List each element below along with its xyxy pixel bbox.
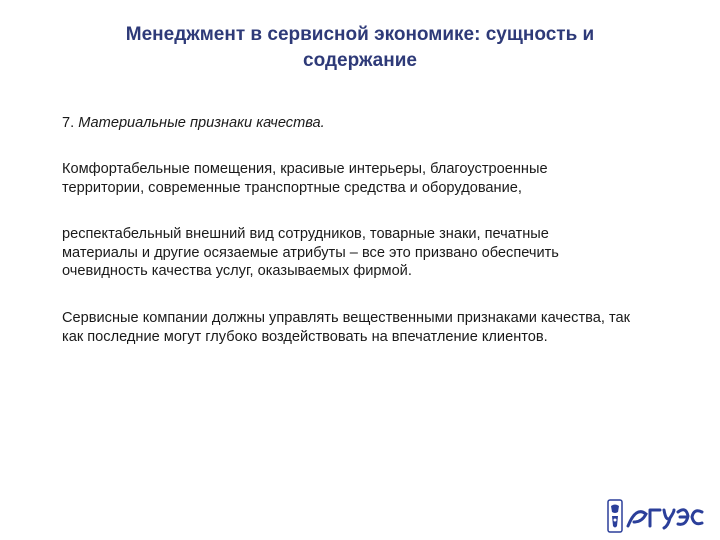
item-heading: Материальные признаки качества. [78,115,325,131]
paragraph-management: Сервисные компании должны управлять вещественными признаками качества, так как последние могут глубоко воздействовать на впечатление клиентов. [62,310,630,345]
paragraph-staff-appearance: респектабельный внешний вид сотрудников, товарные знаки, печатные материалы и другие осязаемые атрибуты – все это призвано обеспечить очевидность качества услуг, оказываемых фирмой. [62,226,559,279]
vgues-emblem-icon [606,496,706,536]
university-logo [606,496,706,536]
paragraph-facilities: Комфортабельные помещения, красивые интерьеры, благоустроенные территории, современные транспортные средства и оборудование, [62,161,548,196]
slide-title: Менеджмент в сервисной экономике: сущность и содержание [125,24,595,71]
item-number: 7. [62,115,75,131]
slide-body [62,114,662,345]
item-line [62,114,662,133]
